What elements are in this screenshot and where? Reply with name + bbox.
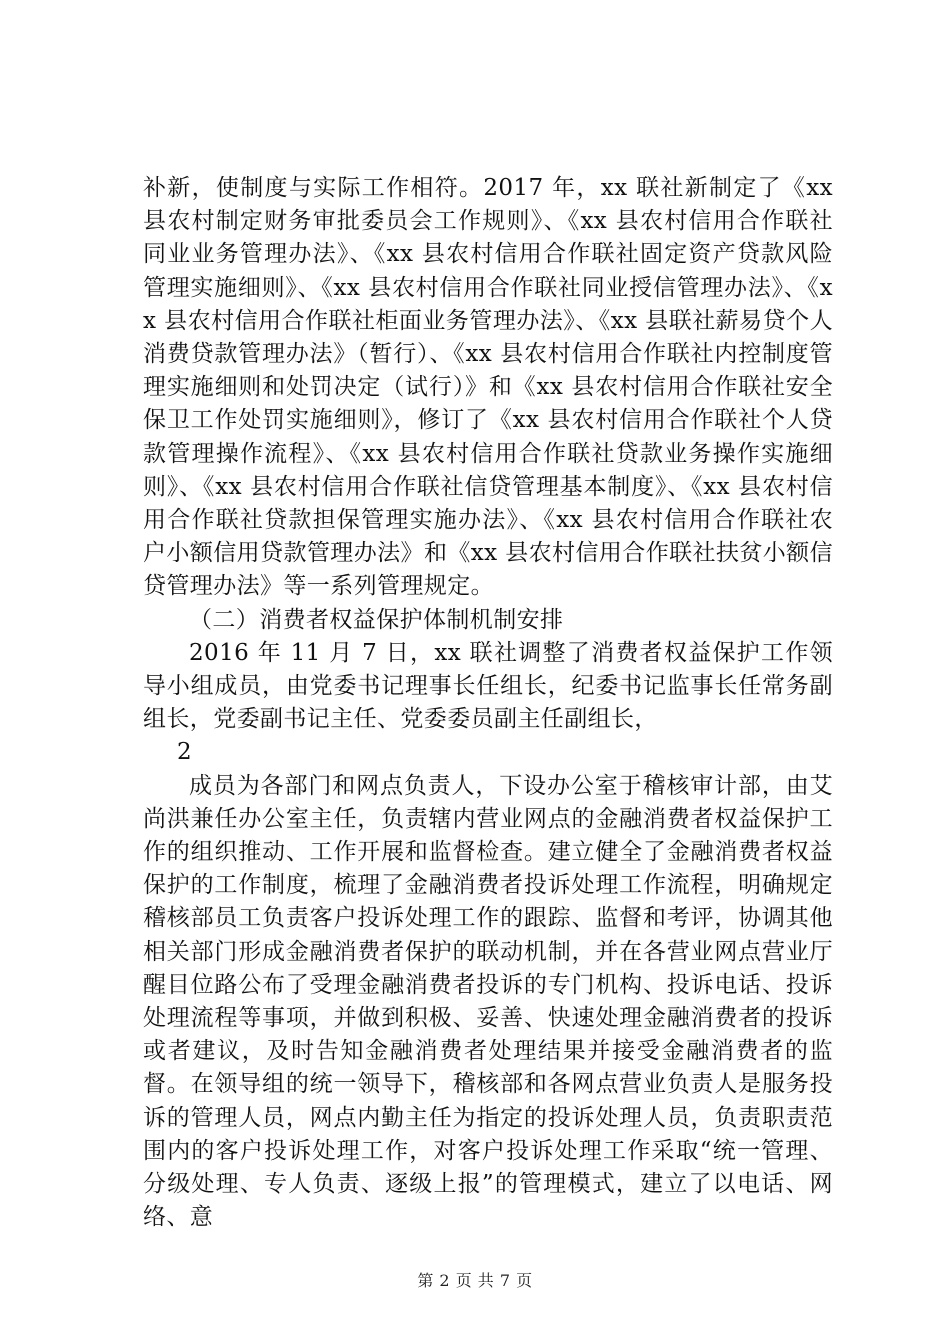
document-body — [143, 172, 833, 1235]
body-paragraph-continuation: 补新，使制度与实际工作相符。2017 年，xx 联社新制定了《xx 县农村制定财务审批委员会工作规则》、《xx 县农村信用合作联社同业业务管理办法》、《xx 县农村信用合作联社固定资产贷款风险管理实施细则》、《xx 县农村信用合作联社同业授信管理办法》、《xx 县农村信用合作联社柜面业务管理办法》、《xx 县联社薪易贷个人消费贷款管理办法》（暂行）、《xx 县农村信用合作联社内控制度管理实施细则和处罚决定（试行）》和《xx 县农村信用合作联社安全保卫工作处罚实施细则》，修订了《xx 县农村信用合作联社个人贷款管理操作流程》、《xx 县农村信用合作联社贷款业务操作实施细则》、《xx 县农村信用合作联社信贷管理基本制度》、《xx 县农村信用合作联社贷款担保管理实施办法》、《xx 县农村信用合作联社农户小额信用贷款管理办法》和《xx 县农村信用合作联社扶贫小额信贷管理办法》等一系列管理规定。 — [143, 175, 833, 600]
page-footer — [0, 1268, 950, 1291]
body-paragraph-consumer-protection-group: 2016 年 11 月 7 日，xx 联社调整了消费者权益保护工作领导小组成员，由党委书记理事长任组长，纪委书记监事长任常务副组长，党委副书记主任、党委委员副主任副组长， — [143, 639, 833, 733]
body-paragraph-complaint-handling: 成员为各部门和网点负责人，下设办公室于稽核审计部，由艾尚洪兼任办公室主任，负责辖内营业网点的金融消费者权益保护工作的组织推动、工作开展和监督检查。建立健全了金融消费者权益保护的工作制度，梳理了金融消费者投诉处理工作流程，明确规定稽核部员工负责客户投诉处理工作的跟踪、监督和考评，协调其他相关部门形成金融消费者保护的联动机制，并在各营业网点营业厅醒目位路公布了受理金融消费者投诉的专门机构、投诉电话、投诉处理流程等事项，并做到积极、妥善、快速处理金融消费者的投诉或者建议，及时告知金融消费者处理结果并接受金融消费者的监督。在领导组的统一领导下，稽核部和各网点营业负责人是服务投诉的管理人员，网点内勤主任为指定的投诉处理人员，负责职责范围内的客户投诉处理工作，对客户投诉处理工作采取“统一管理、分级处理、专人负责、逐级上报”的管理模式，建立了以电话、网络、意 — [143, 772, 833, 1231]
page-number-label: 第 2 页 共 7 页 — [417, 1271, 533, 1290]
section-heading: （二）消费者权益保护体制机制安排 — [189, 606, 564, 633]
inline-page-marker: 2 — [177, 739, 193, 766]
